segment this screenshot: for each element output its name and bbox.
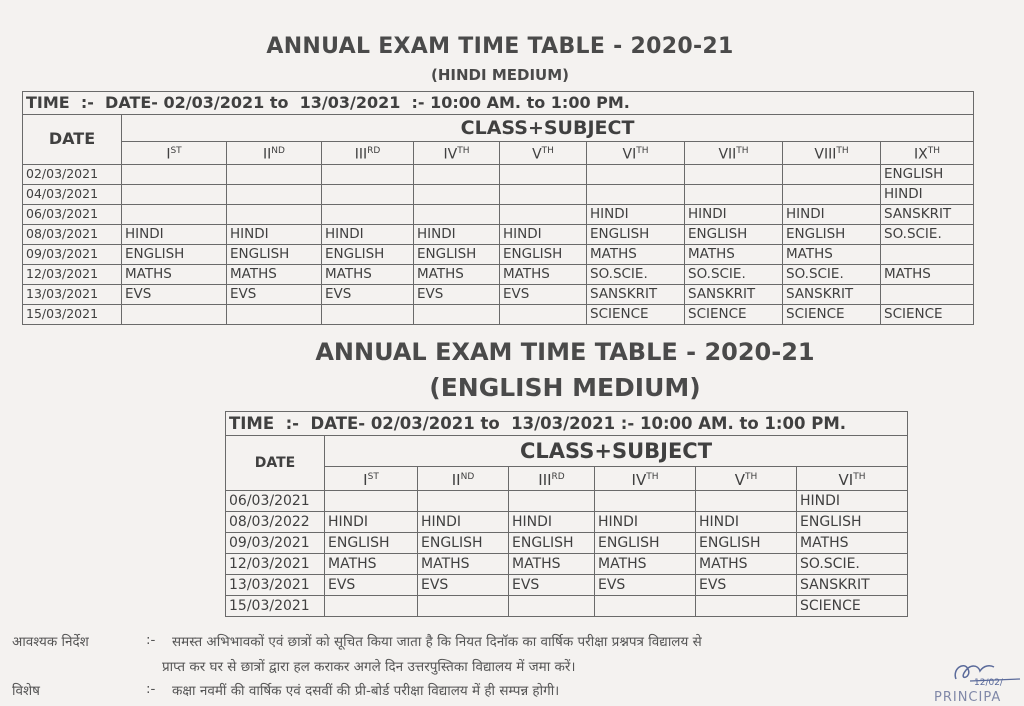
subject-cell: MATHS: [325, 554, 418, 575]
header-row: [23, 115, 974, 142]
principal-signature: [950, 655, 1022, 687]
subject-cell: [414, 304, 500, 324]
subject-cell: [587, 184, 685, 204]
subject-cell: [500, 204, 587, 224]
subject-cell: [696, 491, 797, 512]
class-header: [685, 142, 783, 165]
subject-cell: [322, 204, 414, 224]
exam-date-cell: 15/03/2021: [23, 304, 122, 324]
subject-cell: MATHS: [122, 264, 227, 284]
class-suffix: TH: [457, 146, 470, 156]
class-subject-header: CLASS+SUBJECT: [325, 436, 908, 467]
class-header: [325, 467, 418, 491]
subject-cell: MATHS: [797, 533, 908, 554]
exam-date-cell: 08/03/2021: [23, 224, 122, 244]
class-numeral: V: [734, 470, 745, 489]
class-subject-header: CLASS+SUBJECT: [122, 115, 974, 142]
table-row: [23, 284, 974, 304]
subject-cell: ENGLISH: [783, 224, 881, 244]
subject-cell: ENGLISH: [797, 512, 908, 533]
class-header: [509, 467, 595, 491]
subject-cell: SCIENCE: [685, 304, 783, 324]
class-numeral: VI: [838, 470, 854, 489]
subject-cell: [595, 596, 696, 617]
subject-cell: [696, 596, 797, 617]
signature-date: 12/02/: [974, 678, 1003, 687]
subject-cell: EVS: [227, 284, 322, 304]
subject-cell: [122, 304, 227, 324]
header-row: [226, 436, 908, 467]
time-row: [226, 412, 908, 436]
table-row: [226, 554, 908, 575]
date-header: DATE: [226, 436, 325, 491]
subject-cell: HINDI: [797, 491, 908, 512]
class-numeral: VII: [718, 146, 737, 163]
subject-cell: [414, 184, 500, 204]
class-numeral: III: [354, 146, 368, 163]
table-row: [23, 164, 974, 184]
subject-cell: EVS: [500, 284, 587, 304]
class-suffix: RD: [551, 471, 565, 482]
class-header: [797, 467, 908, 491]
table-row: [226, 491, 908, 512]
subject-cell: ENGLISH: [227, 244, 322, 264]
subject-cell: SCIENCE: [587, 304, 685, 324]
exam-date-cell: 06/03/2021: [23, 204, 122, 224]
subject-cell: MATHS: [322, 264, 414, 284]
table-row: [226, 512, 908, 533]
subject-cell: [227, 164, 322, 184]
class-suffix: TH: [646, 471, 659, 482]
notes-line-2: प्राप्त कर घर से छात्रों द्वारा हल कराकर अगले दिन उत्तरपुस्तिका विद्यालय में जमा करें।: [162, 659, 576, 675]
subject-cell: MATHS: [418, 554, 509, 575]
subject-cell: EVS: [325, 575, 418, 596]
class-header: [418, 467, 509, 491]
class-numeral: III: [538, 470, 552, 489]
class-numeral: V: [532, 146, 542, 163]
class-row: [226, 467, 908, 491]
class-suffix: TH: [836, 146, 849, 156]
subject-cell: ENGLISH: [325, 533, 418, 554]
subject-cell: [122, 204, 227, 224]
exam-date-cell: 04/03/2021: [23, 184, 122, 204]
subject-cell: HINDI: [500, 224, 587, 244]
subject-cell: EVS: [414, 284, 500, 304]
subject-cell: [322, 304, 414, 324]
class-numeral: VI: [622, 146, 637, 163]
class-suffix: ND: [460, 471, 475, 482]
subject-cell: [322, 164, 414, 184]
notes-line-3: कक्षा नवमीं की वार्षिक एवं दसवीं की प्री-बोर्ड परीक्षा विद्यालय में ही सम्पन्न होगी।: [172, 683, 560, 699]
subject-cell: ENGLISH: [685, 224, 783, 244]
exam-date-cell: 02/03/2021: [23, 164, 122, 184]
class-header: [500, 142, 587, 165]
subject-cell: [500, 164, 587, 184]
exam-time-info: TIME :- DATE- 02/03/2021 to 13/03/2021 :- 10:00 AM. to 1:00 PM.: [226, 412, 908, 436]
subject-cell: MATHS: [881, 264, 974, 284]
subject-cell: EVS: [322, 284, 414, 304]
exam-date-cell: 12/03/2021: [226, 554, 325, 575]
class-suffix: ST: [367, 471, 379, 482]
exam-time-info: TIME :- DATE- 02/03/2021 to 13/03/2021 :- 10:00 AM. to 1:00 PM.: [23, 92, 974, 115]
subject-cell: [322, 184, 414, 204]
subject-cell: ENGLISH: [414, 244, 500, 264]
subject-cell: HINDI: [122, 224, 227, 244]
subject-cell: [500, 304, 587, 324]
subject-cell: [881, 244, 974, 264]
date-header: DATE: [23, 115, 122, 165]
subject-cell: [414, 204, 500, 224]
class-header: [122, 142, 227, 165]
notes-separator-2: :-: [146, 681, 156, 697]
class-numeral: II: [263, 146, 272, 163]
english-medium-subtitle: (ENGLISH MEDIUM): [429, 373, 701, 402]
subject-cell: [881, 284, 974, 304]
subject-cell: SO.SCIE.: [685, 264, 783, 284]
subject-cell: HINDI: [783, 204, 881, 224]
subject-cell: SO.SCIE.: [587, 264, 685, 284]
subject-cell: HINDI: [595, 512, 696, 533]
subject-cell: [509, 596, 595, 617]
exam-date-cell: 12/03/2021: [23, 264, 122, 284]
subject-cell: SO.SCIE.: [881, 224, 974, 244]
hindi-medium-timetable: [22, 91, 974, 325]
class-header: [783, 142, 881, 165]
hindi-medium-subtitle: (HINDI MEDIUM): [431, 66, 569, 84]
subject-cell: [122, 184, 227, 204]
subject-cell: [325, 596, 418, 617]
subject-cell: HINDI: [509, 512, 595, 533]
class-numeral: I: [166, 146, 171, 163]
subject-cell: ENGLISH: [587, 224, 685, 244]
subject-cell: SCIENCE: [881, 304, 974, 324]
exam-date-cell: 08/03/2022: [226, 512, 325, 533]
subject-cell: SO.SCIE.: [797, 554, 908, 575]
subject-cell: [595, 491, 696, 512]
class-header: [587, 142, 685, 165]
class-suffix: TH: [853, 471, 866, 482]
exam-date-cell: 06/03/2021: [226, 491, 325, 512]
subject-cell: HINDI: [227, 224, 322, 244]
english-medium-title: ANNUAL EXAM TIME TABLE - 2020-21: [315, 338, 815, 366]
class-header: [595, 467, 696, 491]
subject-cell: MATHS: [685, 244, 783, 264]
subject-cell: ENGLISH: [595, 533, 696, 554]
subject-cell: HINDI: [881, 184, 974, 204]
subject-cell: HINDI: [587, 204, 685, 224]
class-header: [881, 142, 974, 165]
exam-date-cell: 13/03/2021: [23, 284, 122, 304]
subject-cell: EVS: [418, 575, 509, 596]
subject-cell: SANSKRIT: [587, 284, 685, 304]
subject-cell: EVS: [509, 575, 595, 596]
subject-cell: EVS: [595, 575, 696, 596]
subject-cell: SCIENCE: [797, 596, 908, 617]
subject-cell: MATHS: [414, 264, 500, 284]
subject-cell: MATHS: [509, 554, 595, 575]
principal-label: PRINCIPA: [934, 690, 1002, 705]
subject-cell: HINDI: [325, 512, 418, 533]
exam-date-cell: 09/03/2021: [23, 244, 122, 264]
class-numeral: IV: [631, 470, 647, 489]
class-header: [227, 142, 322, 165]
subject-cell: EVS: [122, 284, 227, 304]
subject-cell: [227, 184, 322, 204]
subject-cell: HINDI: [322, 224, 414, 244]
subject-cell: SANSKRIT: [797, 575, 908, 596]
subject-cell: ENGLISH: [881, 164, 974, 184]
subject-cell: [783, 164, 881, 184]
table-row: [226, 575, 908, 596]
subject-cell: [227, 304, 322, 324]
subject-cell: SANSKRIT: [685, 284, 783, 304]
table-row: [23, 244, 974, 264]
table-row: [23, 184, 974, 204]
class-suffix: TH: [736, 146, 749, 156]
subject-cell: [509, 491, 595, 512]
subject-cell: MATHS: [783, 244, 881, 264]
subject-cell: [685, 164, 783, 184]
notes-label-special: विशेष: [12, 683, 40, 699]
subject-cell: ENGLISH: [696, 533, 797, 554]
subject-cell: ENGLISH: [509, 533, 595, 554]
notes-line-1: समस्त अभिभावकों एवं छात्रों को सूचित किया जाता है कि नियत दिनॉक का वार्षिक परीक्षा प्रश्नपत्र विद्यालय से: [172, 634, 702, 650]
table-row: [23, 304, 974, 324]
class-suffix: RD: [367, 146, 381, 156]
class-numeral: IX: [914, 146, 928, 163]
subject-cell: [227, 204, 322, 224]
subject-cell: MATHS: [227, 264, 322, 284]
subject-cell: [122, 164, 227, 184]
class-numeral: VIII: [814, 146, 837, 163]
class-numeral: IV: [443, 146, 458, 163]
subject-cell: SCIENCE: [783, 304, 881, 324]
subject-cell: MATHS: [500, 264, 587, 284]
subject-cell: [500, 184, 587, 204]
exam-date-cell: 13/03/2021: [226, 575, 325, 596]
subject-cell: ENGLISH: [322, 244, 414, 264]
subject-cell: ENGLISH: [500, 244, 587, 264]
subject-cell: EVS: [696, 575, 797, 596]
subject-cell: SANSKRIT: [783, 284, 881, 304]
subject-cell: MATHS: [595, 554, 696, 575]
class-suffix: TH: [541, 146, 554, 156]
class-numeral: I: [363, 470, 368, 489]
class-suffix: TH: [636, 146, 649, 156]
class-suffix: TH: [927, 146, 941, 156]
subject-cell: HINDI: [418, 512, 509, 533]
table-row: [226, 596, 908, 617]
class-header: [414, 142, 500, 165]
subject-cell: HINDI: [414, 224, 500, 244]
table-row: [23, 264, 974, 284]
subject-cell: [325, 491, 418, 512]
table-row: [226, 533, 908, 554]
subject-cell: [418, 596, 509, 617]
subject-cell: SANSKRIT: [881, 204, 974, 224]
exam-date-cell: 15/03/2021: [226, 596, 325, 617]
subject-cell: HINDI: [696, 512, 797, 533]
subject-cell: MATHS: [587, 244, 685, 264]
subject-cell: [418, 491, 509, 512]
subject-cell: MATHS: [696, 554, 797, 575]
table-row: [23, 224, 974, 244]
hindi-medium-title: ANNUAL EXAM TIME TABLE - 2020-21: [266, 34, 734, 59]
subject-cell: ENGLISH: [418, 533, 509, 554]
subject-cell: [783, 184, 881, 204]
exam-date-cell: 09/03/2021: [226, 533, 325, 554]
table-row: [23, 204, 974, 224]
class-numeral: II: [451, 470, 461, 489]
class-header: [322, 142, 414, 165]
subject-cell: [414, 164, 500, 184]
english-medium-timetable: [225, 411, 908, 617]
notes-label-important: आवश्यक निर्देश: [12, 634, 89, 650]
class-row: [23, 142, 974, 165]
subject-cell: HINDI: [685, 204, 783, 224]
class-suffix: ND: [271, 146, 285, 156]
time-row: [23, 92, 974, 115]
class-suffix: ST: [170, 146, 182, 156]
subject-cell: [587, 164, 685, 184]
notes-separator-1: :-: [146, 632, 156, 648]
class-suffix: TH: [745, 471, 758, 482]
subject-cell: ENGLISH: [122, 244, 227, 264]
subject-cell: [685, 184, 783, 204]
class-header: [696, 467, 797, 491]
subject-cell: SO.SCIE.: [783, 264, 881, 284]
